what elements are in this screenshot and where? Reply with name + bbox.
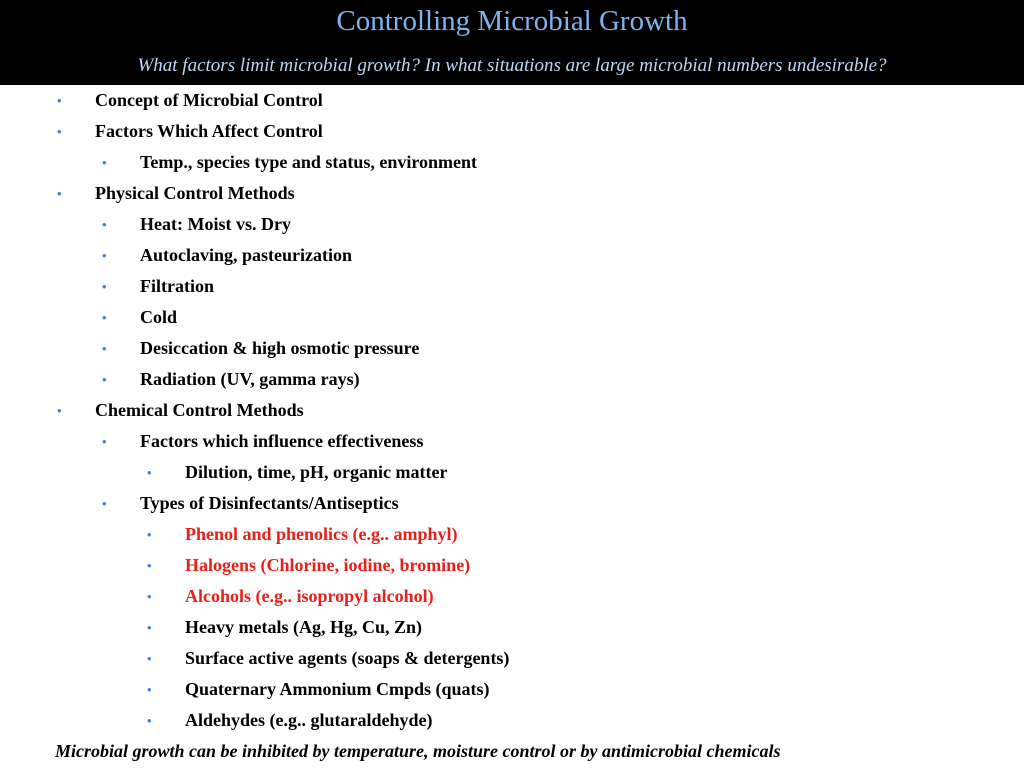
- outline-item-text: Physical Control Methods: [95, 183, 295, 203]
- slide-footer-note: Microbial growth can be inhibited by temperature, moisture control or by antimicrobial chemicals: [55, 741, 781, 761]
- outline-item-text: Heat: Moist vs. Dry: [140, 214, 291, 234]
- bullet-dot-icon: •: [102, 310, 107, 325]
- outline-item-text: Aldehydes (e.g.. glutaraldehyde): [185, 710, 433, 730]
- slide-header: [0, 0, 1024, 85]
- outline-item-text: Filtration: [140, 276, 214, 296]
- outline-item-text: Phenol and phenolics (e.g.. amphyl): [185, 524, 458, 544]
- bullet-dot-icon: •: [102, 434, 107, 449]
- outline-item-text: Surface active agents (soaps & detergents): [185, 648, 510, 668]
- bullet-dot-icon: •: [57, 93, 62, 108]
- bullet-dot-icon: •: [147, 651, 152, 666]
- bullet-dot-icon: •: [147, 465, 152, 480]
- outline-item-text: Quaternary Ammonium Cmpds (quats): [185, 679, 490, 699]
- bullet-dot-icon: •: [147, 558, 152, 573]
- bullet-dot-icon: •: [57, 124, 62, 139]
- bullet-dot-icon: •: [147, 620, 152, 635]
- bullet-dot-icon: •: [102, 155, 107, 170]
- outline-item-text: Factors which influence effectiveness: [140, 431, 424, 451]
- bullet-dot-icon: •: [147, 713, 152, 728]
- slide-subtitle: What factors limit microbial growth? In what situations are large microbial numbers undesirable?: [137, 55, 887, 76]
- slide-title: Controlling Microbial Growth: [336, 5, 688, 37]
- outline-item-text: Temp., species type and status, environment: [140, 152, 478, 172]
- bullet-dot-icon: •: [147, 589, 152, 604]
- bullet-dot-icon: •: [57, 186, 62, 201]
- bullet-dot-icon: •: [102, 279, 107, 294]
- outline-item-text: Dilution, time, pH, organic matter: [185, 462, 448, 482]
- outline-item-text: Concept of Microbial Control: [95, 90, 323, 110]
- outline-item-text: Heavy metals (Ag, Hg, Cu, Zn): [185, 617, 422, 637]
- outline-item-text: Autoclaving, pasteurization: [140, 245, 353, 265]
- bullet-dot-icon: •: [102, 248, 107, 263]
- outline-item-text: Halogens (Chlorine, iodine, bromine): [185, 555, 471, 575]
- bullet-dot-icon: •: [102, 496, 107, 511]
- bullet-dot-icon: •: [102, 372, 107, 387]
- bullet-dot-icon: •: [147, 527, 152, 542]
- outline-item-text: Alcohols (e.g.. isopropyl alcohol): [185, 586, 434, 606]
- outline-item-text: Radiation (UV, gamma rays): [140, 369, 360, 389]
- outline-item-text: Desiccation & high osmotic pressure: [140, 338, 420, 358]
- outline-item-text: Factors Which Affect Control: [95, 121, 323, 141]
- outline-item-text: Types of Disinfectants/Antiseptics: [140, 493, 399, 513]
- bullet-dot-icon: •: [57, 403, 62, 418]
- outline-item-text: Cold: [140, 307, 178, 327]
- outline-item-text: Chemical Control Methods: [95, 400, 304, 420]
- bullet-dot-icon: •: [102, 341, 107, 356]
- bullet-dot-icon: •: [102, 217, 107, 232]
- bullet-dot-icon: •: [147, 682, 152, 697]
